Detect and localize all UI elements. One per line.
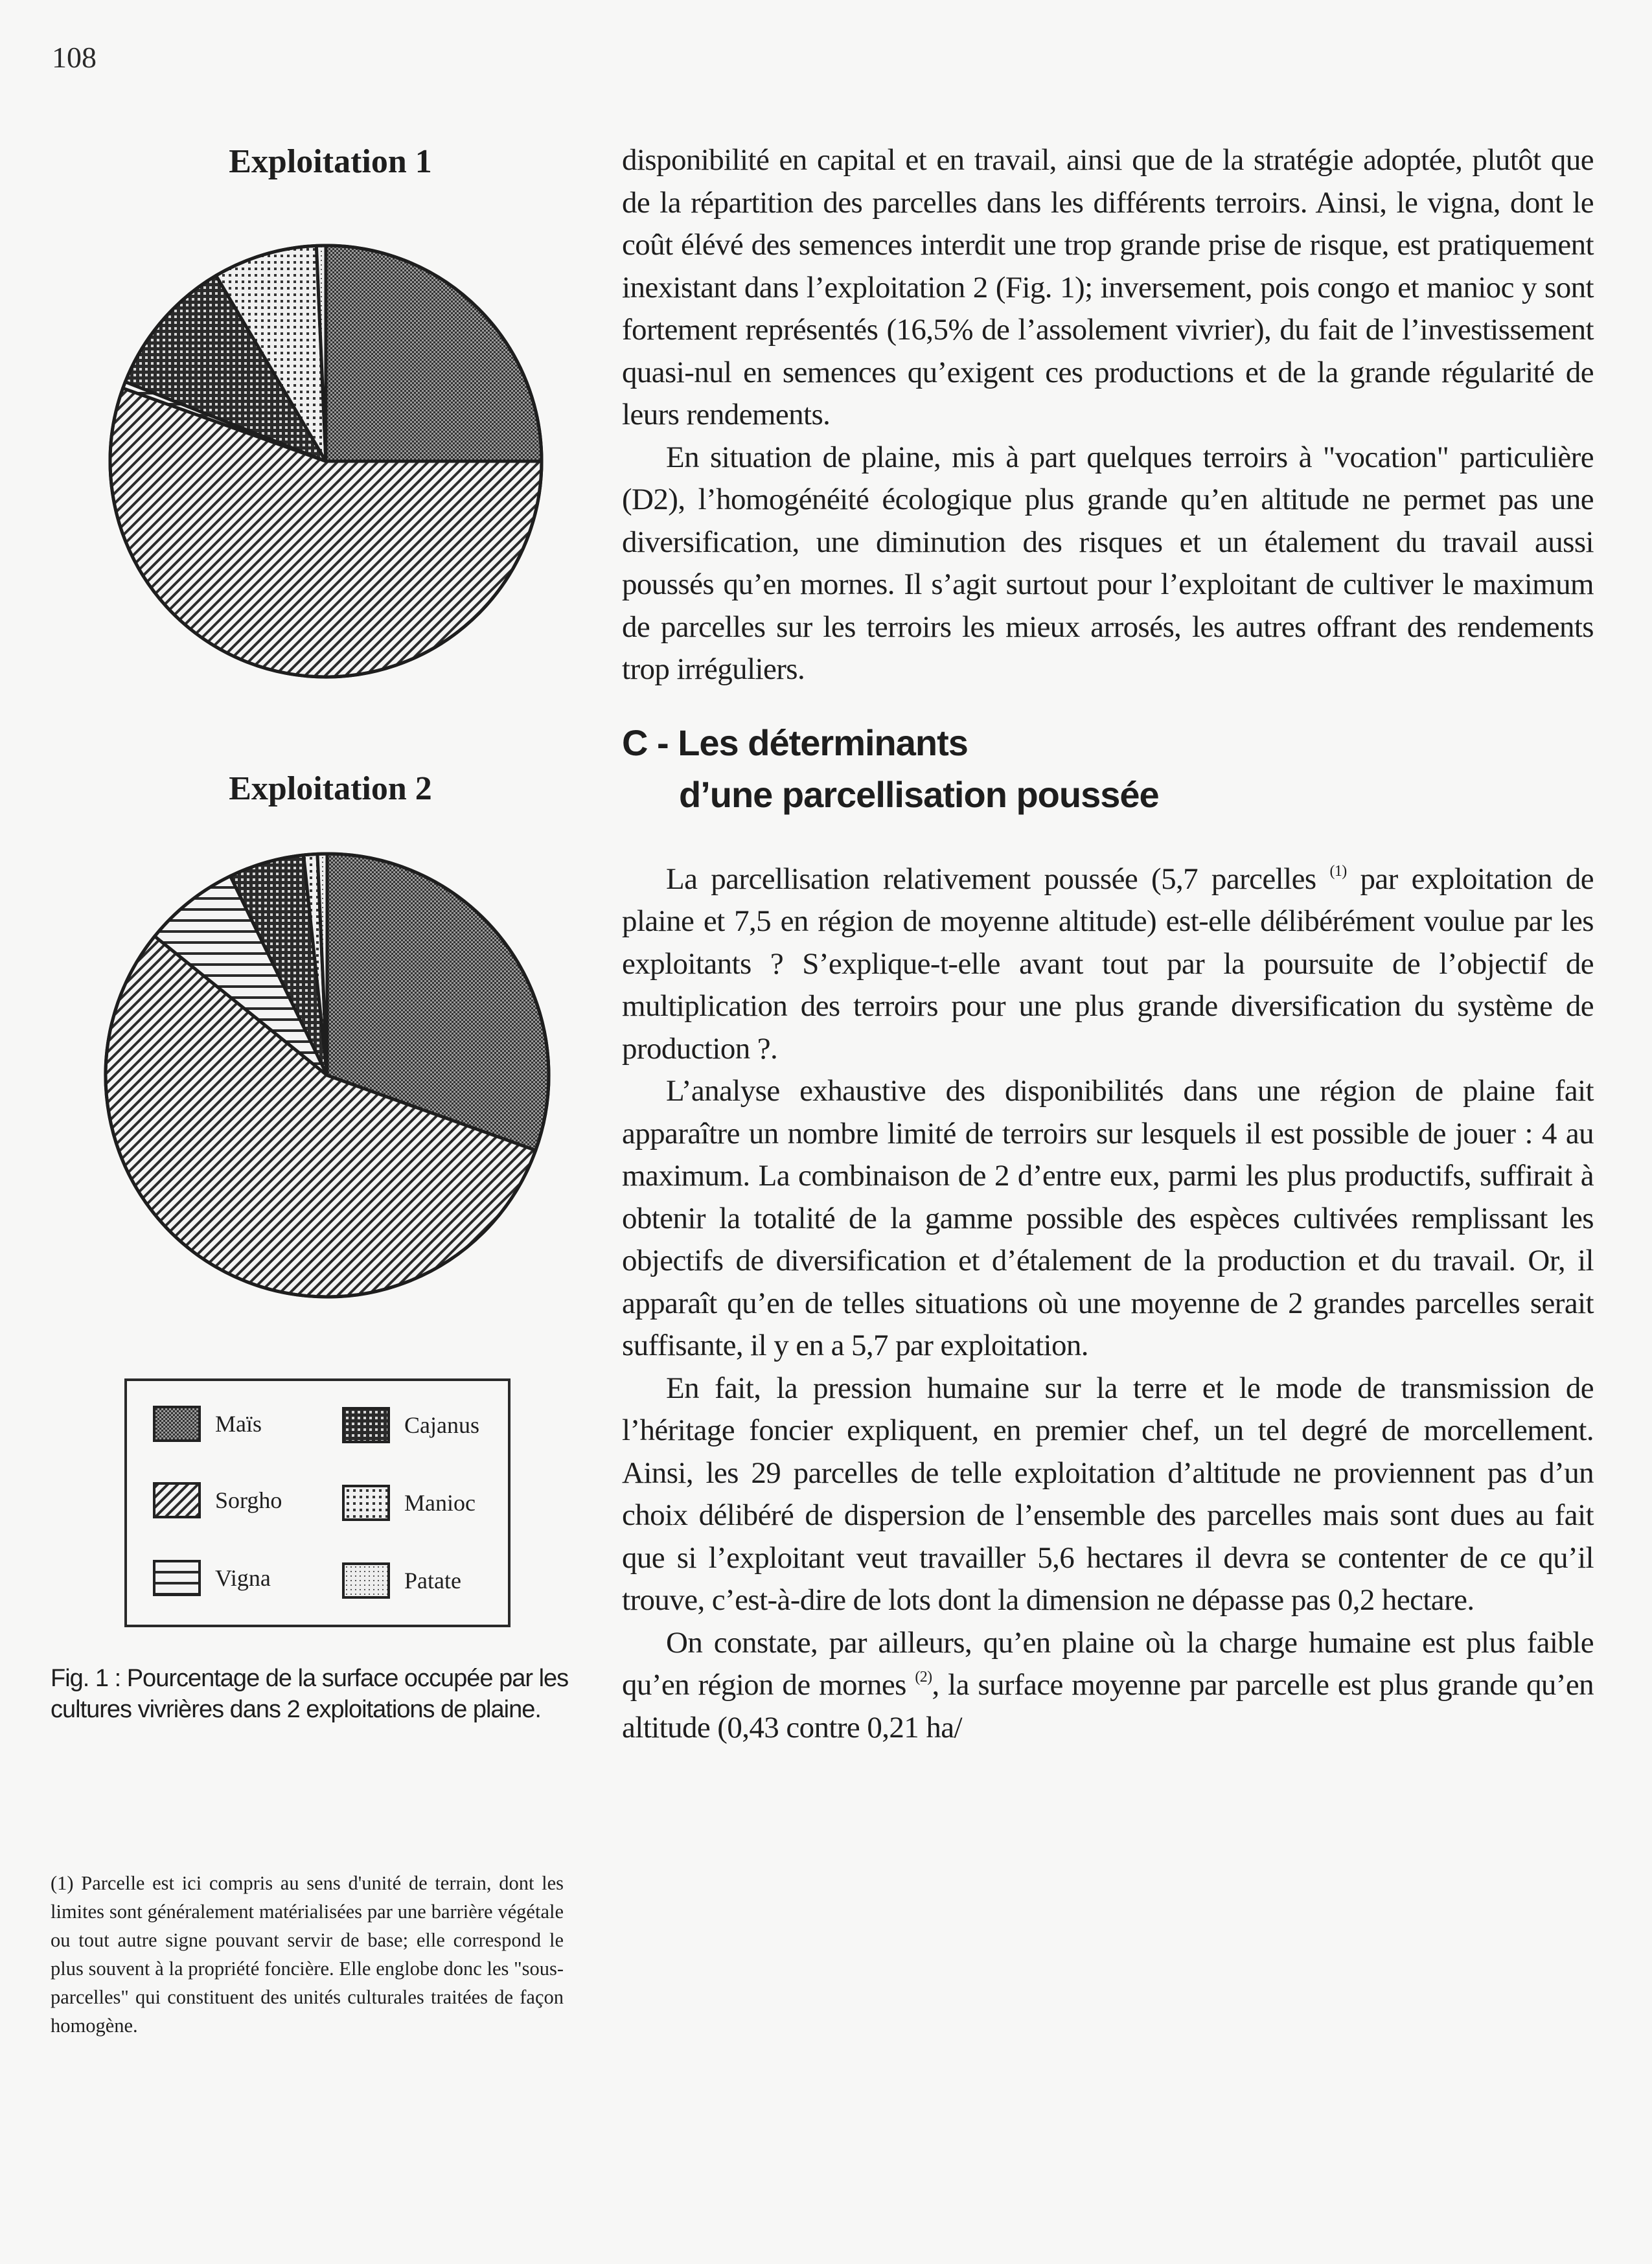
legend-label: Vigna <box>215 1565 271 1591</box>
legend-item-vigna <box>153 1560 271 1596</box>
legend-item-patate <box>342 1562 461 1599</box>
pie-slice-mais <box>326 246 542 461</box>
pie-title-exploitation-2: Exploitation 2 <box>229 770 432 807</box>
paragraph <box>622 858 1594 1071</box>
legend-swatch-vigna-icon <box>153 1560 201 1596</box>
figure-caption: Fig. 1 : Pourcentage de la surface occupée par les cultures vivrières dans 2 exploitations de plaine. <box>51 1665 569 1723</box>
section-heading-line-2: d’une parcellisation poussée <box>679 773 1159 815</box>
legend-swatch-sorgho-icon <box>153 1482 201 1518</box>
paragraph-text: On constate, par ailleurs, qu’en plaine où la charge humaine est plus faible qu’en région de mornes <box>622 1625 1594 1702</box>
legend-label: Patate <box>404 1568 461 1594</box>
footnote-ref-1[interactable]: (1) <box>1329 862 1347 880</box>
paragraph: disponibilité en capital et en travail, ainsi que de la stratégie adoptée, plutôt que de la répartition des parcelles dans les différents terroirs. Ainsi, le vigna, dont le coût élévé des semences interdit une trop grande prise de risque, est pratiquement inexistant dans l’exploitation 2 (Fig. 1); inversement, pois congo et manioc y sont fortement représentés (16,5% de l’assolement vivrier), du fait de l’investissement quasi-nul en semences qu’exigent ces productions et de la grande régularité de leurs rendements. <box>622 143 1594 431</box>
section-heading-line-1: C - Les déterminants <box>622 722 968 763</box>
legend-item-manioc <box>342 1485 476 1521</box>
legend-item-sorgho <box>153 1482 282 1518</box>
paragraph-text: , la surface moyenne par parcelle est plus grande qu’en altitude (0,43 contre 0,21 ha/ <box>622 1668 1594 1744</box>
pie-title-exploitation-1: Exploitation 1 <box>229 143 432 180</box>
paragraph: En situation de plaine, mis à part quelques terroirs à "vocation" particulière (D2), l’homogénéité écologique plus grande qu’en altitude ne permet pas une diversification, une diminution des risques et un étalement du travail aussi poussés qu’en mornes. Il s’agit surtout pour l’exploitant de cultiver le maximum de parcelles sur les terroirs les mieux arrosés, les autres offrant des rendements trop irréguliers. <box>622 440 1594 686</box>
legend-label: Sorgho <box>215 1487 282 1513</box>
chart-legend <box>124 1378 511 1627</box>
legend-label: Cajanus <box>404 1412 479 1438</box>
legend-swatch-cajanus-icon <box>342 1407 390 1443</box>
paragraph: L’analyse exhaustive des disponibilités dans une région de plaine fait apparaître un nombre limité de terroirs sur lesquels il est possible de jouer : 4 au maximum. La combinaison de 2 d’entre eux, parmi les plus productifs, suffirait à obtenir la totalité de la gamme possible des espèces cultivées remplissant les objectifs de diversification et d’étalement de la production et du travail. Or, il apparaît qu’en de telles situations où une moyenne de 2 grandes parcelles serait suffisante, il y en a 5,7 par exploitation. <box>622 1074 1594 1362</box>
legend-label: Maïs <box>215 1411 262 1437</box>
paragraph <box>622 1622 1594 1750</box>
legend-item-mais <box>153 1406 262 1442</box>
footnote-1: (1) Parcelle est ici compris au sens d'unité de terrain, dont les limites sont généralement matérialisées par une barrière végétale ou tout autre signe pouvant servir de base; elle correspond le plus souvent à la propriété foncière. Elle englobe donc les "sous-parcelles" qui constituent des unités culturales traitées de façon homogène. <box>51 1872 564 2037</box>
legend-label: Manioc <box>404 1490 476 1516</box>
legend-swatch-manioc-icon <box>342 1485 390 1521</box>
legend-item-cajanus <box>342 1407 479 1443</box>
paragraph-text: La parcellisation relativement poussée (5,7 parcelles <box>666 862 1330 896</box>
body-text-column <box>622 139 1594 1749</box>
pie-chart-exploitation-1 <box>97 227 564 693</box>
legend-swatch-mais-icon <box>153 1406 201 1442</box>
footnote-ref-2[interactable]: (2) <box>915 1669 932 1686</box>
pie-chart-exploitation-2 <box>94 842 560 1309</box>
paragraph: En fait, la pression humaine sur la terre et le mode de transmission de l’héritage foncier expliquent, en premier chef, un tel degré de morcellement. Ainsi, les 29 parcelles de telle exploitation d’altitude ne proviennent pas d’un choix délibéré de dispersion de l’ensemble des parcelles mais sont dues au fait que si l’exploitant veut travailler 5,6 hectares il devra se contenter de ce qu’il trouve, c’est-à-dire de lots dont la dimension ne dépasse pas 0,2 hectare. <box>622 1371 1594 1617</box>
paragraph-text: par exploitation de plaine et 7,5 en région de moyenne altitude) est-elle délibérément voulue par les exploitants ? S’explique-t-elle avant tout par la poursuite de l’objectif de multiplication des terroirs pour une plus grande diversification du système de production ?. <box>622 862 1594 1066</box>
legend-swatch-patate-icon <box>342 1562 390 1599</box>
page-number: 108 <box>52 41 97 74</box>
section-heading <box>622 717 1594 821</box>
